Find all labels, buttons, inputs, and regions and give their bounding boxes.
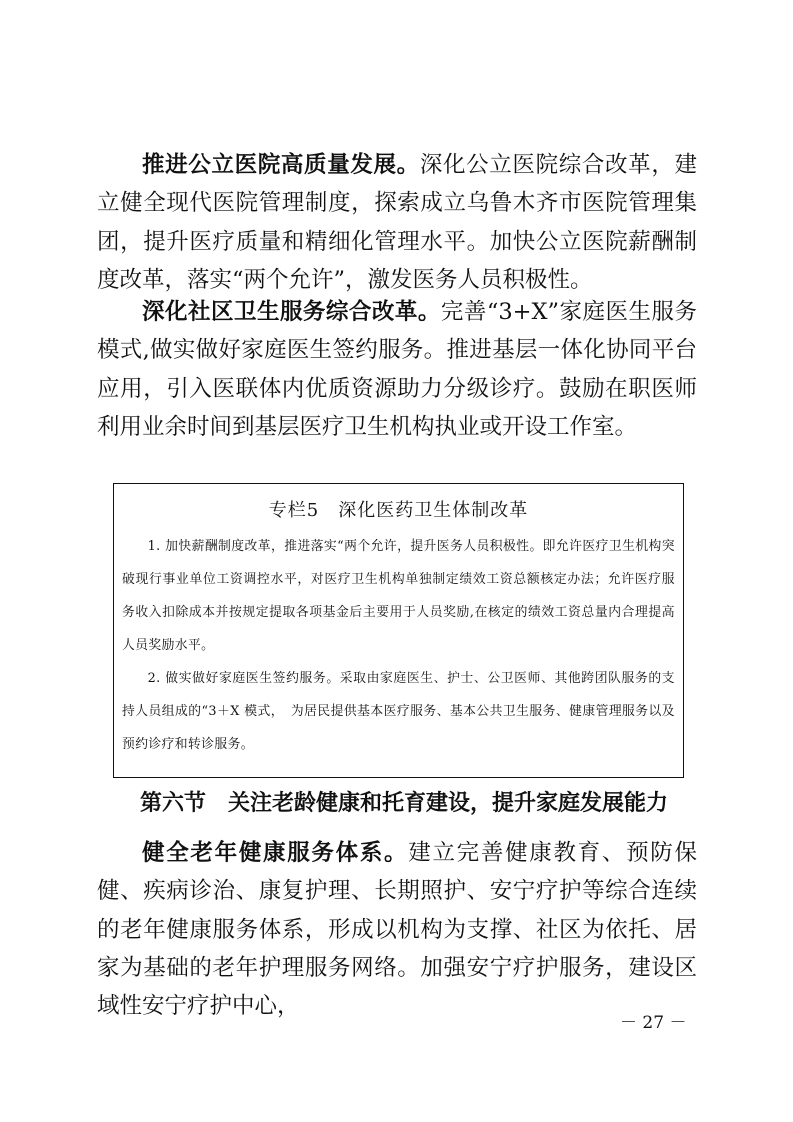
paragraph-public-hospital bbox=[97, 146, 697, 299]
paragraph-body: 完善“3+X”家庭医生服务模式,做实做好家庭医生签约服务。推进基层一体化协同平台应用，引入医联体内优质资源助力分级诊疗。鼓励在职医师利用业余时间到基层医疗卫生机构执业或开设工作室。 bbox=[97, 299, 697, 440]
paragraph-lead: 深化社区卫生服务综合改革。 bbox=[142, 299, 441, 325]
paragraph-elderly-health bbox=[97, 834, 697, 1025]
page-number: － 27 － bbox=[620, 1013, 687, 1033]
column-box-item: 2. 做实做好家庭医生签约服务。采取由家庭医生、护士、公卫医师、其他跨团队服务的支持人员组成的“3＋X 模式， 为居民提供基本医疗服务、基本公共卫生服务、健康管理服务以及预约诊疗和转诊服务。 bbox=[122, 671, 675, 752]
paragraph-body: 建立完善健康教育、预防保健、疾病诊治、康复护理、长期照护、安宁疗护等综合连续的老年健康服务体系，形成以机构为支撑、社区为依托、居家为基础的老年护理服务网络。加强安宁疗护服务，建设区域性安宁疗护中心， bbox=[97, 840, 697, 1020]
section-heading: 第六节 关注老龄健康和托育建设，提升家庭发展能力 bbox=[140, 790, 669, 816]
column-box bbox=[113, 483, 684, 778]
paragraph-community-health bbox=[97, 293, 697, 446]
column-box-title: 专栏5 深化医药卫生体制改革 bbox=[268, 500, 529, 521]
paragraph-lead: 健全老年健康服务体系。 bbox=[142, 840, 409, 866]
column-box-item: 1. 加快薪酬制度改革，推进落实“两个允许，提升医务人员积极性。即允许医疗卫生机构突破现行事业单位工资调控水平，对医疗卫生机构单独制定绩效工资总额核定办法；允许医疗服务收入扣除成本并按规定提取各项基金后主要用于人员奖励,在核定的绩效工资总量内合理提高人员奖励水平。 bbox=[122, 539, 675, 653]
paragraph-lead: 推进公立医院高质量发展。 bbox=[142, 152, 420, 178]
paragraph-body: 深化公立医院综合改革，建立健全现代医院管理制度，探索成立乌鲁木齐市医院管理集团，提升医疗质量和精细化管理水平。加快公立医院薪酬制度改革，落实“两个允许”，激发医务人员积极性。 bbox=[97, 152, 697, 293]
